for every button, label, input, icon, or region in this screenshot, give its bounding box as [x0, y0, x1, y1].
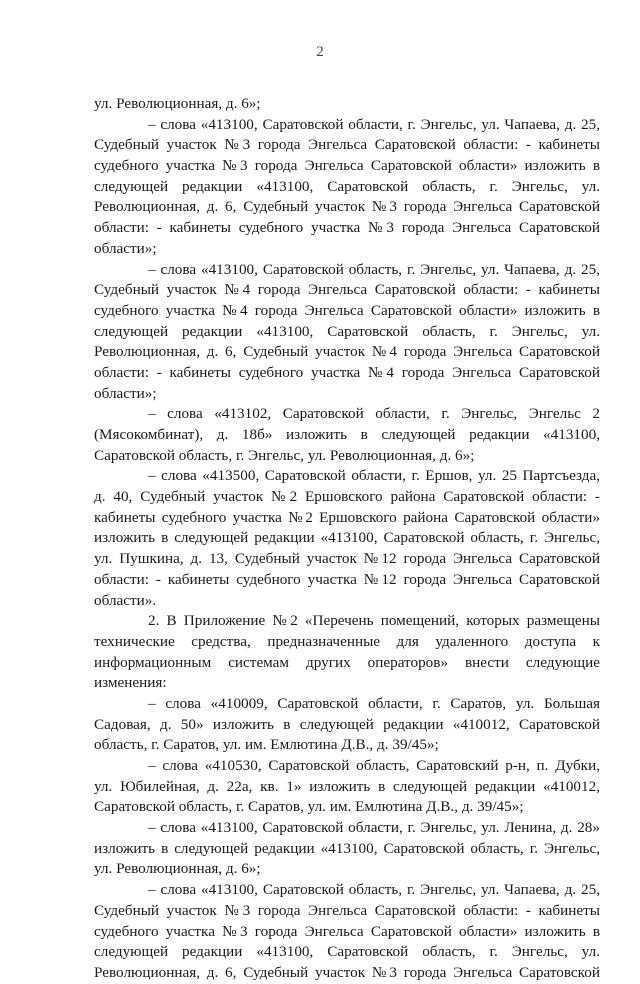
text-line: Судебный участок №3 города Энгельса Саратовской области: - кабинеты	[94, 901, 600, 919]
text-line: Революционная, д. 6, Судебный участок №4 города Энгельса Саратовской	[94, 343, 600, 361]
text-line: – слова «413500, Саратовской области, г. Ершов, ул. 25 Партсъезда,	[148, 467, 600, 485]
text-line: кабинеты судебного участка №2 Ершовского района Саратовской области»	[94, 508, 600, 526]
text-line: следующей редакции «413100, Саратовской область, г. Энгельс, ул.	[94, 943, 600, 961]
text-line: изложить в следующей редакции «413100, Саратовской область, г. Энгельс,	[94, 839, 600, 857]
text-line: (Мясокомбинат), д. 18б» изложить в следующей редакции «413100,	[94, 426, 600, 443]
text-line: Садовая, д. 50» изложить в следующей редакции «410012, Саратовской	[94, 715, 600, 733]
text-line: – слова «413100, Саратовской области, г. Энгельс, ул. Чапаева, д. 25,	[148, 115, 600, 133]
text-line: области: - кабинеты судебного участка №12 города Энгельса Саратовской	[94, 570, 600, 588]
text-line: 2. В Приложение №2 «Перечень помещений, которых размещены	[148, 612, 600, 630]
text-line: Саратовской область, г. Энгельс, ул. Революционная, д. 6»;	[94, 446, 475, 464]
text-line: информационным системам других операторов» внести следующие	[94, 653, 600, 671]
text-line: изложить в следующей редакции «413100, Саратовской область, г. Энгельс,	[94, 529, 600, 547]
text-line: Революционная, д. 6, Судебный участок №3 города Энгельса Саратовской	[94, 198, 600, 216]
text-line: следующей редакции «413100, Саратовской область, г. Энгельс, ул.	[94, 177, 600, 195]
text-line: судебного участка №3 города Энгельса Саратовской области» изложить в	[94, 157, 600, 175]
text-line: область, г. Саратов, ул. им. Емлютина Д.В., д. 39/45»;	[94, 736, 439, 754]
text-line: – слова «410009, Саратовской области, г. Саратов, ул. Большая	[148, 694, 600, 712]
text-line: – слова «413100, Саратовской области, г. Энгельс, ул. Ленина, д. 28»	[148, 819, 600, 837]
text-line: ул. Революционная, д. 6»;	[94, 95, 261, 112]
text-line: ул. Юбилейная, д. 22а, кв. 1» изложить в следующей редакции «410012,	[94, 777, 600, 795]
text-line: ул. Революционная, д. 6»;	[94, 860, 261, 878]
text-line: ул. Пушкина, д. 13, Судебный участок №12 города Энгельса Саратовской	[94, 550, 600, 568]
page-number: 2	[316, 44, 324, 60]
text-line: области»;	[94, 239, 157, 257]
text-line: Революционная, д. 6, Судебный участок №3 города Энгельса Саратовской	[94, 963, 600, 981]
text-line: судебного участка №3 города Энгельса Саратовской области» изложить в	[94, 922, 600, 940]
text-line: судебного участка №4 города Энгельса Саратовской области» изложить в	[94, 301, 600, 319]
text-line: изменения:	[94, 674, 167, 692]
document-body	[94, 94, 600, 984]
text-line: следующей редакции «413100, Саратовской область, г. Энгельс, ул.	[94, 322, 600, 340]
text-line: области: - кабинеты судебного участка №4 города Энгельса Саратовской	[94, 363, 600, 381]
text-line: Судебный участок №4 города Энгельса Саратовской области: - кабинеты	[94, 281, 600, 299]
text-line: Саратовской область, г. Саратов, ул. им. Емлютина Д.В., д. 39/45»;	[94, 798, 524, 816]
text-line: – слова «413102, Саратовской области, г. Энгельс, Энгельс 2	[148, 405, 600, 423]
text-line: д. 40, Судебный участок №2 Ершовского района Саратовской области: -	[94, 488, 600, 506]
text-line: области: - кабинеты судебного участка №3 города Энгельса Саратовской	[94, 219, 600, 237]
text-line: Судебный участок №3 города Энгельса Саратовской области: - кабинеты	[94, 136, 600, 154]
text-line: – слова «410530, Саратовской область, Саратовский р-н, п. Дубки,	[148, 757, 600, 774]
text-line: области».	[94, 591, 157, 609]
text-line: – слова «413100, Саратовской область, г. Энгельс, ул. Чапаева, д. 25,	[148, 260, 600, 278]
text-line: технические средства, предназначенные для удаленного доступа к	[94, 632, 600, 650]
text-line: – слова «413100, Саратовской область, г. Энгельс, ул. Чапаева, д. 25,	[148, 881, 600, 899]
text-line: области»;	[94, 384, 157, 402]
